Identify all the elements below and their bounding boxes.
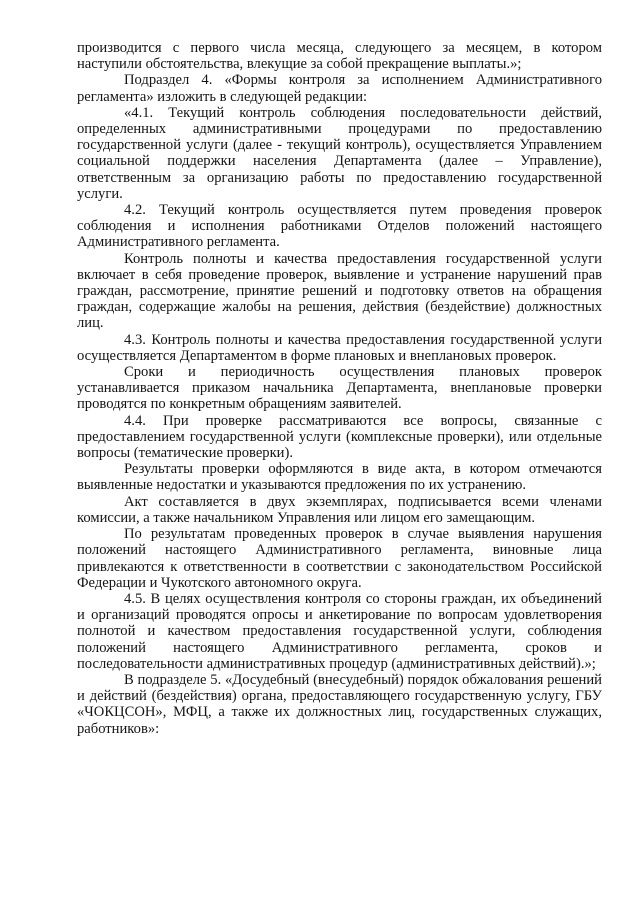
paragraph-4-1: «4.1. Текущий контроль соблюдения последовательности действий, определенных административными процедурами по предоставлению государственной услуги (далее - текущий контроль), осуществляется Управлением социальной поддержки населения Департамента (далее – Управление), ответственным за организацию работы по предоставлению государственной услуги. [77, 104, 602, 202]
paragraph-inspection-results: Результаты проверки оформляются в виде акта, в котором отмечаются выявленные недостатки и указываются предложения по их устранению. [77, 461, 602, 494]
paragraph-subsection-4-intro: Подраздел 4. «Формы контроля за исполнением Административного регламента» изложить в следующей редакции: [77, 72, 602, 105]
paragraph-4-3: 4.3. Контроль полноты и качества предоставления государственной услуги осуществляется Департаментом в форме плановых и внеплановых проверок. [77, 331, 602, 364]
paragraph-4-4: 4.4. При проверке рассматриваются все вопросы, связанные с предоставлением государственной услуги (комплексные проверки), или отдельные вопросы (тематические проверки). [77, 412, 602, 462]
paragraph-subsection-5-intro: В подразделе 5. «Досудебный (внесудебный) порядок обжалования решений и действий (бездействия) органа, предоставляющего государственную услугу, ГБУ «ЧОКЦСОН», МФЦ, а также их должностных лиц, государственных служащих, работников»: [77, 671, 602, 737]
paragraph-4-5: 4.5. В целях осуществления контроля со стороны граждан, их объединений и организаций проводятся опросы и анкетирование по вопросам удовлетворения полнотой и качеством предоставления государственной услуги, соблюдения положений настоящего Административного регламента, сроков и последовательности административных процедур (административных действий).»; [77, 590, 602, 672]
paragraph-4-2: 4.2. Текущий контроль осуществляется путем проведения проверок соблюдения и исполнения работниками Отделов положений настоящего Административного регламента. [77, 202, 602, 251]
document-page [77, 40, 602, 737]
paragraph-liability: По результатам проведенных проверок в случае выявления нарушения положений настоящего Административного регламента, виновные лица привлекаются к ответственности в соответствии с законодательством Российской Федерации и Чукотского автономного округа. [77, 526, 602, 591]
paragraph-continuation: производится с первого числа месяца, следующего за месяцем, в котором наступили обстоятельства, влекущие за собой прекращение выплаты.»; [77, 40, 602, 73]
paragraph-act: Акт составляется в двух экземплярах, подписывается всеми членами комиссии, а также начальником Управления или лицом его замещающим. [77, 493, 602, 526]
paragraph-control-scope: Контроль полноты и качества предоставления государственной услуги включает в себя проведение проверок, выявление и устранение нарушений прав граждан, рассмотрение, принятие решений и подготовку ответов на обращения граждан, содержащие жалобы на решения, действия (бездействие) должностных лиц. [77, 250, 602, 332]
paragraph-inspection-schedule: Сроки и периодичность осуществления плановых проверок устанавливается приказом начальника Департамента, внеплановые проверки проводятся по конкретным обращениям заявителей. [77, 364, 602, 413]
